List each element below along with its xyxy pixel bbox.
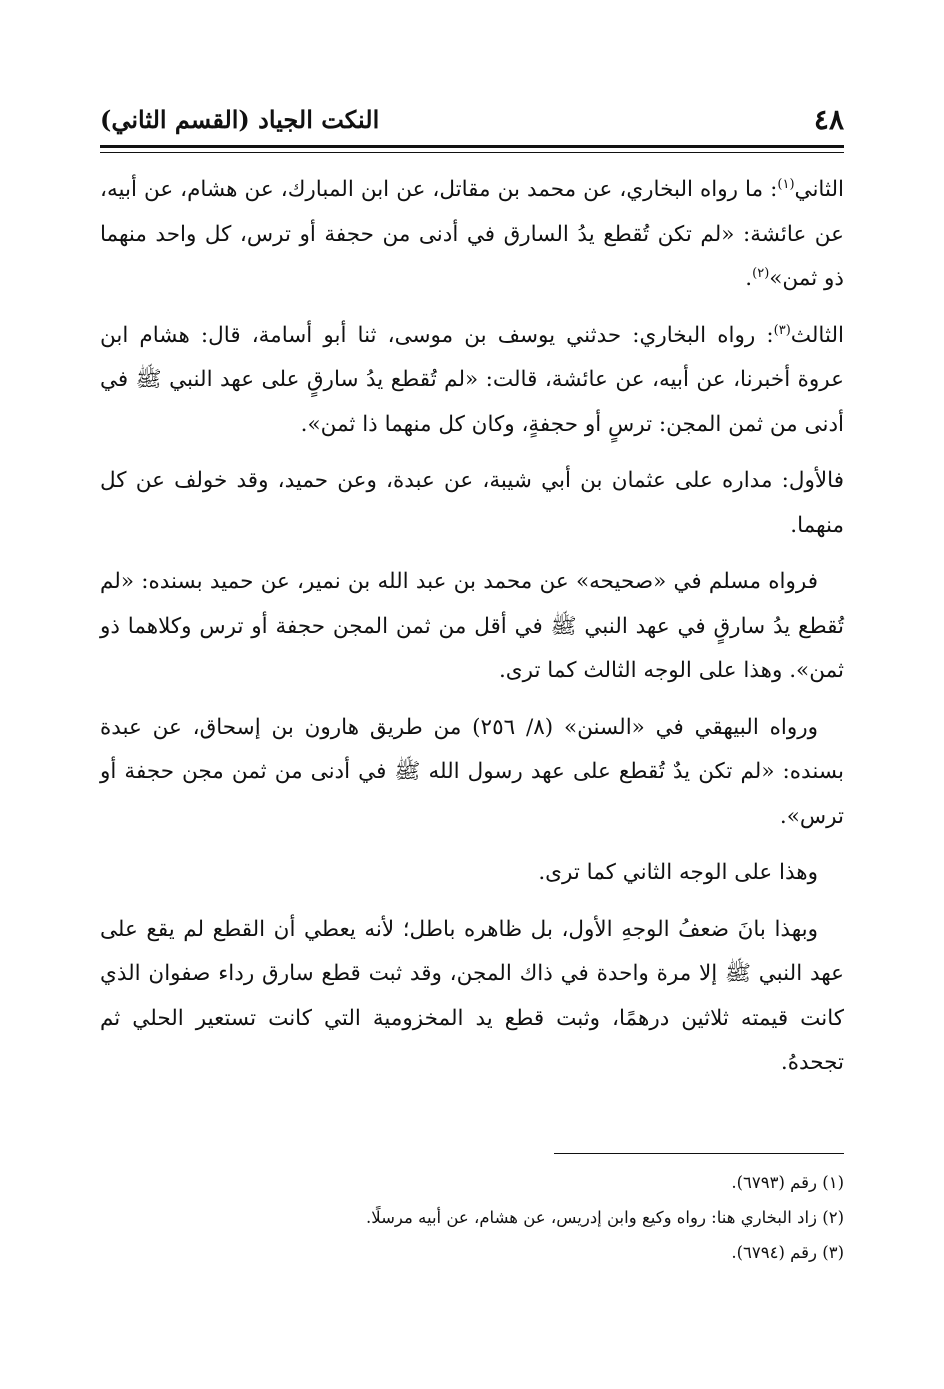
- paragraph-third-narration: [100, 314, 844, 448]
- paragraph-conclusion: وبهذا بانَ ضعفُ الوجهِ الأول، بل ظاهره باطل؛ لأنه يعطي أن القطع لم يقع على عهد النبي ﷺ إلا مرة واحدة في ذاك المجن، وقد ثبت قطع سارق رداء صفوان الذي كانت قيمته ثلاثين درهمًا، وثبت قطع يد المخزومية التي كانت تستعير الحلي ثم تجحدهُ.: [100, 916, 844, 1075]
- footnote-2: (٢) زاد البخاري هنا: رواه وكيع وابن إدريس، عن هشام، عن أبيه مرسلًا.: [366, 1208, 844, 1227]
- paragraph-first-analysis: فالأول: مداره على عثمان بن أبي شيبة، عن عبدة، وعن حميد، وقد خولف عن كل منهما.: [100, 468, 844, 538]
- footnotes: [100, 1165, 844, 1270]
- footnote-separator: [554, 1153, 844, 1154]
- paragraph-second-narration: [100, 168, 844, 302]
- footnote-3: (٣) رقم (٦٧٩٤).: [731, 1243, 844, 1262]
- running-title: النكت الجياد (القسم الثاني): [100, 105, 380, 134]
- page-header: [100, 100, 844, 140]
- footnote-ref-3: (٣): [773, 322, 791, 338]
- footnote-1: (١) رقم (٦٧٩٣).: [731, 1173, 844, 1192]
- paragraph-bayhaqi: ورواه البيهقي في «السنن» (٨/ ٢٥٦) من طريق هارون بن إسحاق، عن عبدة بسنده: «لم تكن يدٌ تُقطع على عهد رسول الله ﷺ في أدنى من ثمن مجن حجفة أو ترس».: [100, 714, 844, 829]
- footnote-ref-2: (٢): [752, 265, 770, 281]
- header-rule-thick: [100, 145, 844, 148]
- paragraph-muslim: فرواه مسلم في «صحيحه» عن محمد بن عبد الله بن نمير، عن حميد بسنده: «لم تُقطع يدُ سارقٍ في عهد النبي ﷺ في أقل من ثمن المجن حجفة أو ترس وكلاهما ذو ثمن». وهذا على الوجه الثالث كما ترى.: [100, 569, 844, 683]
- paragraph-tail: .: [745, 266, 753, 291]
- paragraph-text: : ما رواه البخاري، عن محمد بن مقاتل، عن ابن المبارك، عن هشام، عن أبيه، عن عائشة: «لم تكن تُقطع يدُ السارق في أدنى من حجفة أو ترس، كل واحد منهما ذو ثمن»: [100, 177, 844, 291]
- body-text: [100, 168, 844, 1098]
- paragraph-text: : رواه البخاري: حدثني يوسف بن موسى، ثنا أبو أسامة، قال: هشام ابن عروة أخبرنا، عن أبيه، عن عائشة، قالت: «لم تُقطع يدُ سارقٍ على عهد النبي ﷺ في أدنى من ثمن المجن: ترسٍ أو حجفةٍ، وكان كل منهما ذا ثمن».: [100, 322, 844, 437]
- paragraph-second-aspect: وهذا على الوجه الثاني كما ترى.: [538, 860, 818, 885]
- paragraph-lead: الثالث: [790, 322, 844, 348]
- page-number: ٤٨: [813, 103, 844, 136]
- footnote-ref-1: (١): [777, 176, 795, 192]
- paragraph-lead: الثاني: [794, 177, 844, 202]
- header-rule-thin: [100, 152, 844, 153]
